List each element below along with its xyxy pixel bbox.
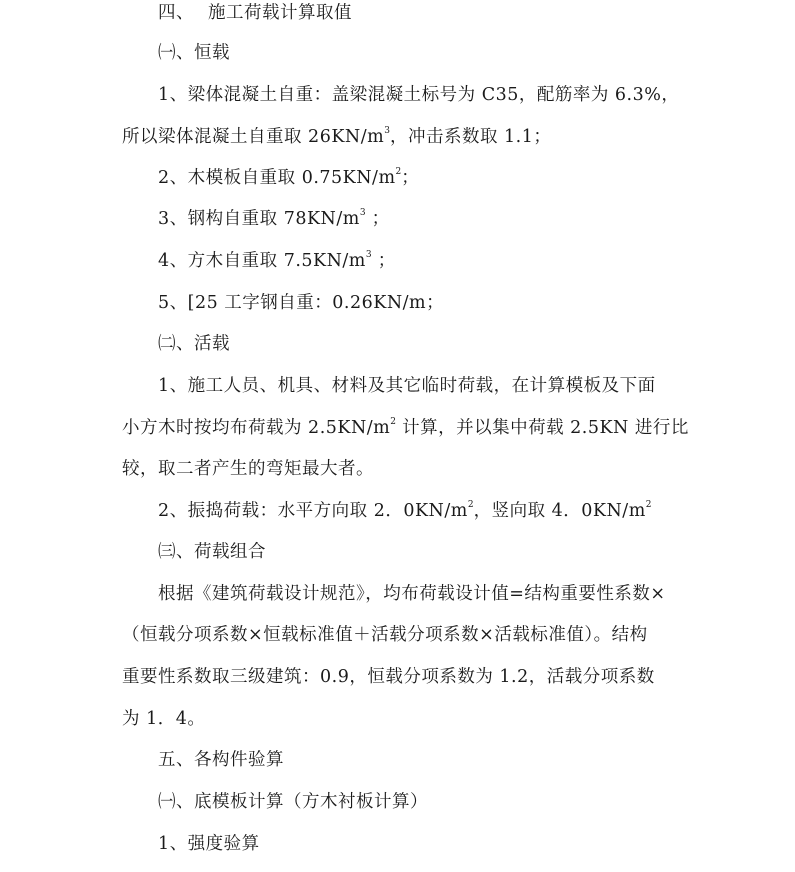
subheading-load-combination (158, 537, 266, 567)
text-segment: ； (371, 251, 396, 271)
subheading-dead-load (158, 38, 230, 68)
text-segment: 计算，并以集中荷载 2.5KN 进行比 (396, 418, 689, 438)
text-segment: 4、方木自重取 7.5KN/m (158, 251, 366, 271)
subheading-strength (158, 829, 260, 859)
text-segment: 1、梁体混凝土自重：盖梁混凝土标号为 C35，配筋率为 6.3%， (158, 85, 680, 105)
subheading-text: ㈠、恒载 (158, 43, 230, 63)
paragraph-line (122, 413, 689, 443)
text-segment: ，冲击系数取 1.1； (389, 127, 552, 147)
subheading-text: ㈢、荷载组合 (158, 542, 266, 562)
text-segment: 根据《建筑荷载设计规范》，均布荷载设计值=结构重要性系数× (158, 584, 666, 604)
superscript: 3 (359, 208, 366, 218)
paragraph-line (122, 454, 374, 484)
subheading-bottom-form (158, 787, 428, 817)
paragraph-line (122, 662, 655, 692)
list-item (158, 246, 396, 276)
subheading-live-load (158, 329, 230, 359)
superscript: 3 (365, 250, 372, 260)
superscript: 2 (390, 417, 397, 427)
text-segment: 所以梁体混凝土自重取 26KN/m (122, 127, 385, 147)
list-item (158, 163, 419, 193)
section-number: 四、 (158, 3, 194, 23)
paragraph-line (122, 620, 648, 650)
list-item (158, 204, 390, 234)
paragraph-line (158, 371, 656, 401)
subheading-text: ㈡、活载 (158, 334, 230, 354)
text-segment: ，竖向取 4．0KN/m (473, 501, 646, 521)
text-segment: ； (365, 209, 390, 229)
text-segment: 5、[25 工字钢自重：0.26KN/m； (158, 293, 445, 313)
text-segment: 为 1．4。 (122, 709, 206, 729)
text-segment: ； (401, 168, 420, 188)
section-heading-5 (158, 745, 284, 775)
paragraph-line (122, 122, 551, 152)
list-item (158, 288, 444, 318)
superscript: 2 (467, 500, 474, 510)
text-segment: 2、振捣荷载：水平方向取 2．0KN/m (158, 501, 468, 521)
superscript: 2 (395, 167, 402, 177)
list-item (158, 496, 652, 526)
paragraph-line (158, 579, 666, 609)
subheading-text: ㈠、底模板计算（方木衬板计算） (158, 792, 428, 812)
subheading-text: 1、强度验算 (158, 834, 260, 854)
text-segment: 较，取二者产生的弯矩最大者。 (122, 459, 374, 479)
section-title: 施工荷载计算取值 (208, 3, 352, 23)
text-segment: 3、钢构自重取 78KN/m (158, 209, 360, 229)
paragraph-line (158, 80, 679, 110)
text-segment: 重要性系数取三级建筑：0.9，恒载分项系数为 1.2，活载分项系数 (122, 667, 655, 687)
superscript: 2 (645, 500, 652, 510)
text-segment: 2、木模板自重取 0.75KN/m (158, 168, 396, 188)
section-heading-4 (158, 0, 352, 28)
text-segment: （恒载分项系数×恒载标准值＋活载分项系数×活载标准值）。结构 (122, 625, 648, 645)
superscript: 3 (384, 126, 390, 136)
section-title: 五、各构件验算 (158, 750, 284, 770)
paragraph-line (122, 704, 205, 734)
text-segment: 1、施工人员、机具、材料及其它临时荷载，在计算模板及下面 (158, 376, 656, 396)
text-segment: 小方木时按均布荷载为 2.5KN/m (122, 418, 391, 438)
